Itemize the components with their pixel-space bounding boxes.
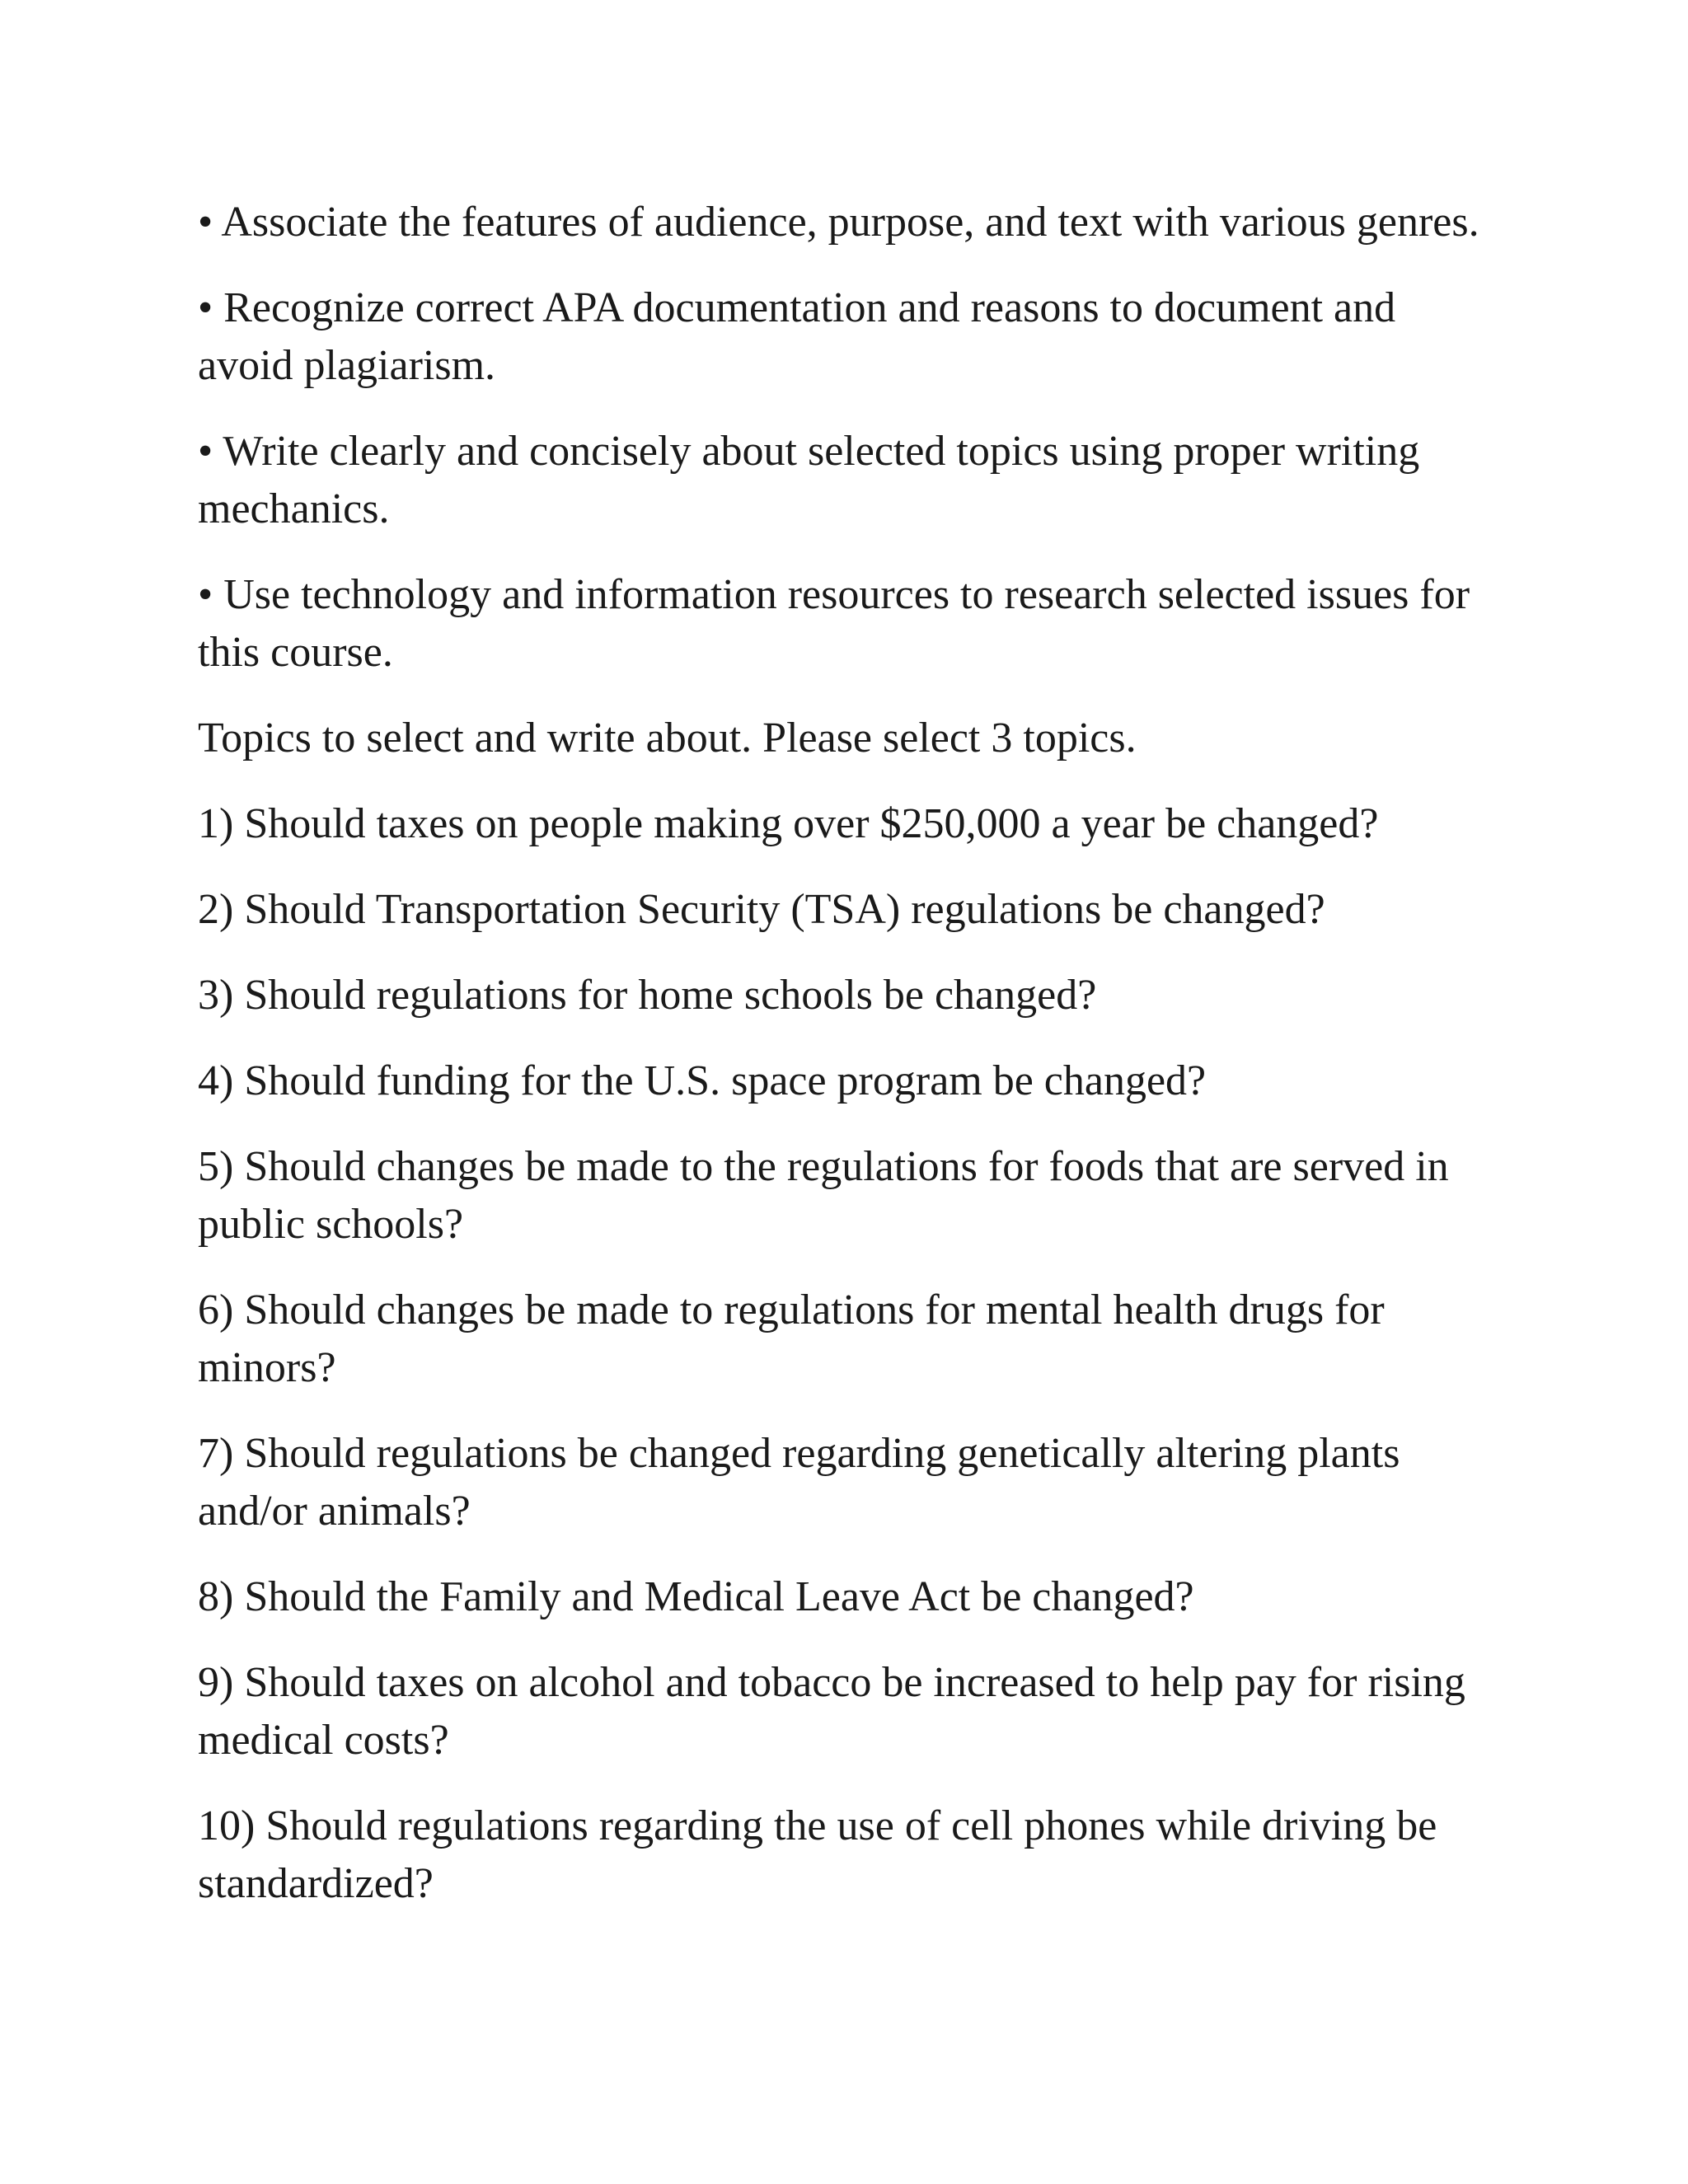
topic-item: 8) Should the Family and Medical Leave Act be changed? [198,1573,1194,1620]
document-body [198,194,1500,1941]
topics-instructions: Topics to select and write about. Please select 3 topics. [198,715,1137,762]
topic-item: 7) Should regulations be changed regarding genetically altering plants and/or animals? [198,1430,1400,1535]
objective-item: • Write clearly and concisely about selected topics using proper writing mechanics. [198,428,1420,532]
topic-item: 5) Should changes be made to the regulations for foods that are served in public schools? [198,1143,1449,1248]
objective-item: • Use technology and information resources to research selected issues for this course. [198,571,1470,676]
topic-item: 3) Should regulations for home schools be changed? [198,972,1097,1019]
topic-item: 10) Should regulations regarding the use of cell phones while driving be standardized? [198,1802,1437,1907]
topic-item: 9) Should taxes on alcohol and tobacco be increased to help pay for rising medical costs? [198,1659,1465,1764]
topic-item: 6) Should changes be made to regulations for mental health drugs for minors? [198,1286,1385,1391]
topic-item: 1) Should taxes on people making over $250,000 a year be changed? [198,800,1379,847]
topic-item: 4) Should funding for the U.S. space program be changed? [198,1057,1207,1104]
topic-item: 2) Should Transportation Security (TSA) regulations be changed? [198,886,1325,933]
objective-item: • Associate the features of audience, purpose, and text with various genres. [198,199,1479,246]
objective-item: • Recognize correct APA documentation and reasons to document and avoid plagiarism. [198,284,1396,389]
